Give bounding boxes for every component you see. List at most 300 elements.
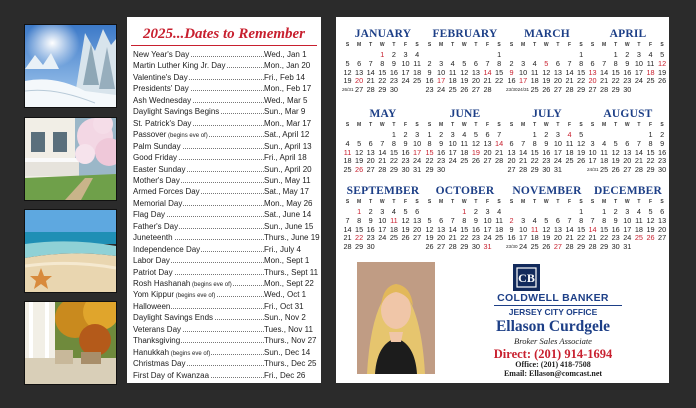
calendar-day: 16 (366, 224, 375, 234)
weekday-header: T (451, 199, 455, 205)
calendar-day: 23 (437, 156, 446, 166)
weekday-header: S (579, 122, 583, 128)
calendar-day: 5 (473, 130, 478, 139)
calendar-day: 20 (507, 156, 516, 166)
day-grid (587, 120, 669, 182)
calendar-day: 11 (343, 147, 352, 157)
weekday-header: M (357, 42, 362, 48)
day-grid (587, 197, 669, 259)
calendar-day: 13 (623, 147, 632, 157)
calendar-day: 24 (623, 233, 632, 243)
calendar-day: 25 (530, 85, 539, 95)
calendar-day: 29 (611, 85, 620, 95)
holiday-label: New Year's Day (133, 50, 190, 59)
calendar-day: 14 (634, 147, 643, 157)
holiday-label: Labor Day (133, 256, 170, 266)
calendar-day: 28 (378, 165, 387, 175)
calendar-day: 6 (415, 207, 420, 216)
calendar-day: 14 (565, 224, 574, 234)
weekday-header: S (660, 42, 664, 48)
calendar-day: 2 (439, 130, 444, 139)
calendar-day: 22 (378, 76, 387, 86)
date-row (133, 370, 315, 381)
calendar-day: 6 (485, 130, 490, 139)
calendar-day: 1 (579, 50, 584, 59)
weekday-header: T (614, 199, 618, 205)
calendar-day: 16 (471, 224, 480, 234)
calendar-day: 19 (355, 156, 364, 166)
weekday-header: S (660, 122, 664, 128)
weekday-header: W (543, 122, 549, 128)
calendar-day: 11 (635, 215, 643, 225)
date-row (133, 267, 319, 278)
email-address[interactable]: Email: Ellason@comcast.net (503, 369, 603, 378)
calendar-day: 15 (389, 147, 398, 157)
calendar-day: 1 (579, 207, 584, 216)
calendar-day: 8 (357, 215, 362, 225)
holiday-label: Juneteenth (133, 233, 173, 243)
calendar-day: 26 (460, 85, 469, 95)
holiday-date: Mon., Sept 22 (264, 279, 314, 288)
calendar-day: 2 (613, 207, 618, 216)
calendar-day: 3 (636, 50, 641, 59)
direct-phone[interactable]: Direct: (201) 914-1694 (493, 347, 613, 361)
weekday-header: F (485, 122, 490, 128)
weekday-header: W (624, 122, 630, 128)
calendar-day: 22 (425, 156, 434, 166)
calendar-day: 12 (542, 67, 551, 77)
holiday-label: Martin Luther King Jr. Day (133, 61, 226, 71)
calendar-day: 22 (577, 76, 586, 86)
calendar-day: 15 (600, 224, 609, 234)
calendar-day: 27 (658, 233, 667, 243)
month-name: AUGUST (603, 108, 653, 120)
calendar-day: 11 (565, 138, 574, 148)
holiday-note: (begins eve of) (190, 282, 232, 288)
holiday-label: Halloween (133, 301, 171, 311)
weekday-header: S (427, 122, 432, 128)
calendar-day: 21 (483, 76, 492, 86)
calendar-day: 17 (448, 147, 457, 157)
calendar-day: 15 (495, 67, 504, 77)
calendar-day: 18 (495, 224, 504, 234)
calendar-day: 8 (462, 215, 467, 225)
weekday-header: W (624, 199, 630, 205)
brand-name: COLDWELL BANKER (497, 292, 609, 304)
date-row (133, 278, 315, 289)
weekday-header: W (461, 42, 467, 48)
calendar-day: 27 (588, 85, 597, 95)
holiday-date: Sun., Mar 9 (264, 107, 306, 117)
holiday-date: Thurs., Dec 25 (264, 359, 317, 369)
day-grid (506, 120, 588, 182)
calendar-day: 10 (519, 224, 528, 234)
calendar-day: 9 (509, 224, 514, 234)
holiday-name (133, 209, 166, 220)
holiday-name (133, 301, 171, 312)
calendar-day: 24 (401, 76, 410, 86)
calendar-day: 29 (425, 165, 434, 175)
weekday-header: F (485, 42, 490, 48)
calendar-day: 13 (507, 147, 516, 157)
calendar-day: 24/31 (587, 167, 599, 173)
calendar-day: 18 (530, 76, 539, 86)
day-grid (424, 197, 506, 259)
calendar-day: 15 (460, 224, 469, 234)
holiday-date: Sun., Dec 14 (264, 347, 311, 357)
month-name: MARCH (524, 28, 570, 40)
weekday-header: T (451, 122, 455, 128)
calendar-day: 7 (567, 215, 572, 225)
calendar-day: 5 (544, 215, 549, 225)
calendar-day: 24 (553, 156, 562, 166)
holiday-name (133, 324, 182, 335)
calendar-day: 20 (366, 156, 375, 166)
calendar-day: 19 (542, 76, 551, 86)
weekday-header: T (533, 199, 537, 205)
calendar-day: 21 (565, 233, 574, 243)
holiday-name (133, 95, 192, 106)
calendar-day: 30 (611, 242, 620, 252)
calendar-day: 14 (600, 67, 609, 77)
calendar-day: 9 (613, 215, 618, 225)
calendar-day: 14 (519, 147, 528, 157)
calendar-day: 9 (625, 58, 630, 68)
holiday-label: Father's Day (133, 221, 179, 231)
calendar-day: 27 (366, 165, 375, 175)
date-row (133, 83, 315, 94)
holiday-date: Wed., Jan 1 (264, 50, 307, 59)
weekday-header: M (439, 42, 444, 48)
weekday-header: S (415, 42, 419, 48)
weekday-header: F (403, 122, 408, 128)
weekday-header: M (521, 42, 526, 48)
calendar-day: 28 (366, 85, 375, 95)
weekday-header: W (543, 199, 549, 205)
weekday-header: T (637, 42, 641, 48)
calendar-day: 17 (483, 224, 492, 234)
weekday-header: W (379, 199, 385, 205)
holiday-date: Mon., Jan 20 (264, 61, 311, 71)
calendar-day: 16 (507, 233, 516, 243)
date-row (133, 221, 315, 232)
calendar-day: 6 (590, 58, 595, 68)
month-december (587, 185, 669, 259)
calendar-day: 11 (390, 215, 398, 225)
calendar-day: 23 (389, 76, 398, 86)
calendar-day: 18 (343, 156, 352, 166)
agent-title: Broker Sales Associate (514, 336, 592, 346)
weekday-header: S (415, 199, 419, 205)
day-grid (587, 40, 669, 102)
holiday-date: Fri., Dec 26 (264, 370, 306, 380)
calendar-day: 15 (378, 67, 387, 77)
calendar-day: 8 (391, 138, 396, 148)
weekday-header: S (509, 199, 514, 205)
calendar-day: 3 (380, 207, 385, 216)
holiday-date: Mon., May 26 (264, 198, 313, 208)
calendar-day: 19 (343, 76, 352, 86)
calendar-day: 27 (507, 165, 516, 175)
holiday-label: St. Patrick's Day (133, 118, 192, 128)
calendar-day: 4 (391, 207, 396, 216)
weekday-header: T (637, 122, 641, 128)
date-row (133, 244, 315, 255)
calendar-day: 17 (437, 76, 446, 86)
weekday-header: T (474, 122, 478, 128)
calendar-day: 29 (577, 85, 586, 95)
holiday-name (133, 152, 178, 163)
day-grid (342, 197, 424, 259)
calendar-day: 26 (471, 156, 480, 166)
month-name: JANUARY (354, 28, 412, 40)
calendar-day: 10 (437, 67, 446, 77)
weekday-header: F (403, 42, 408, 48)
holiday-note: (begins eve of) (174, 293, 216, 300)
calendar-day: 13 (366, 147, 375, 157)
calendar-day: 25 (565, 156, 574, 166)
weekday-header: W (624, 42, 630, 48)
calendar-day: 29 (389, 165, 398, 175)
dates-title-rule (131, 45, 317, 46)
calendar-day: 11 (646, 58, 655, 68)
calendar-day: 25 (413, 76, 422, 86)
holiday-date: Mon., Feb 17 (264, 84, 312, 94)
calendar-day: 9 (509, 67, 514, 77)
weekday-header: S (345, 42, 350, 48)
calendar-day: 5 (544, 58, 549, 68)
calendar-day: 17 (519, 76, 528, 86)
calendar-day: 30 (389, 85, 398, 95)
calendar-day: 25 (460, 156, 469, 166)
weekday-header: T (556, 122, 560, 128)
calendar-day: 29 (355, 242, 364, 252)
calendar-day: 15 (577, 224, 586, 234)
calendar-day: 13 (471, 67, 480, 77)
month-january (342, 28, 424, 102)
holiday-label: Palm Sunday (133, 141, 181, 151)
calendar-day: 3 (439, 58, 444, 68)
calendar-day: 11 (600, 147, 608, 157)
holiday-date: Sun., Nov 2 (264, 313, 306, 323)
calendar-day: 3 (555, 130, 560, 139)
holiday-label: Patriot Day (133, 267, 173, 277)
calendar-day: 8 (648, 138, 653, 148)
weekday-header: T (369, 42, 373, 48)
calendar-day: 23/30 (506, 244, 518, 250)
calendar-day: 8 (427, 138, 432, 148)
holiday-name (133, 164, 186, 175)
weekday-header: T (614, 122, 618, 128)
month-name: JUNE (449, 108, 481, 120)
holiday-name (133, 255, 171, 266)
calendar-day: 1 (613, 50, 618, 59)
holiday-note: (begins eve of) (166, 133, 208, 140)
calendar-day: 23 (623, 76, 632, 86)
weekday-header: T (533, 42, 537, 48)
date-row (133, 301, 315, 312)
calendar-day: 7 (602, 58, 607, 68)
weekday-header: S (590, 199, 595, 205)
date-row (133, 347, 315, 358)
weekday-header: T (392, 42, 396, 48)
month-name: JULY (532, 108, 562, 120)
calendar-day: 4 (497, 207, 502, 216)
logo-text: CB (518, 271, 535, 285)
calendar-day: 31 (623, 242, 632, 252)
calendar-day: 24 (448, 156, 457, 166)
holiday-date: Fri., April 18 (264, 153, 307, 163)
autumn-garden-photo (24, 301, 117, 385)
holiday-label: Valentine's Day (133, 72, 188, 82)
weekday-header: F (648, 42, 653, 48)
calendar-day: 4 (415, 50, 420, 59)
calendar-day: 7 (521, 138, 526, 148)
calendar-day: 13 (437, 224, 446, 234)
calendar-day: 23 (471, 233, 480, 243)
calendar-day: 20 (355, 76, 364, 86)
weekday-header: S (590, 42, 595, 48)
calendar-day: 21 (634, 156, 643, 166)
calendar-day: 10 (634, 58, 643, 68)
calendar-day: 26 (401, 233, 410, 243)
porch-blossoms-photo (24, 117, 117, 201)
calendar-day: 9 (439, 138, 444, 148)
calendar-day: 31 (483, 242, 492, 252)
calendar-day: 18 (413, 67, 422, 77)
calendar-day: 20 (588, 76, 597, 86)
weekday-header: M (521, 122, 526, 128)
calendar-day: 4 (648, 50, 653, 59)
weekday-header: W (379, 122, 385, 128)
calendar-day: 4 (345, 138, 350, 148)
day-grid (424, 40, 506, 102)
calendar-day: 16 (437, 147, 446, 157)
day-grid (342, 120, 424, 182)
calendar-day: 16 (623, 67, 632, 77)
calendar-day: 2 (509, 58, 514, 68)
holiday-date: Sun., April 13 (264, 141, 312, 151)
calendar-day: 24 (483, 233, 492, 243)
calendar-day: 3 (485, 207, 490, 216)
holiday-name (133, 244, 201, 255)
calendar-day: 26 (577, 156, 586, 166)
month-name: NOVEMBER (512, 185, 582, 197)
weekday-header: T (369, 122, 373, 128)
weekday-header: S (497, 199, 501, 205)
coldwell-banker-logo (513, 264, 540, 291)
calendar-day: 18 (600, 156, 609, 166)
holiday-name (133, 186, 201, 197)
holiday-date: Wed., Mar 5 (264, 95, 308, 105)
calendar-day: 21 (448, 233, 457, 243)
calendar-day: 5 (660, 50, 665, 59)
calendar-day: 13 (413, 215, 422, 225)
dates-title: 2025...Dates to Remember (142, 26, 306, 42)
calendar-day: 9 (544, 138, 549, 148)
calendar-day: 21 (588, 233, 597, 243)
calendar-day: 22 (611, 76, 620, 86)
calendar-day: 20 (471, 76, 480, 86)
holiday-date: Fri., Feb 14 (264, 72, 305, 82)
calendar-day: 4 (567, 130, 572, 139)
calendar-day: 29 (646, 165, 655, 175)
calendar-day: 25 (600, 165, 609, 175)
holiday-name (133, 267, 174, 278)
calendar-day: 2 (403, 130, 408, 139)
month-november (506, 185, 588, 259)
calendar-day: 10 (588, 147, 597, 157)
month-october (424, 185, 506, 259)
holiday-name (133, 232, 174, 243)
calendar-day: 7 (345, 215, 350, 225)
calendar-day: 30 (366, 242, 375, 252)
month-name: SEPTEMBER (346, 185, 420, 197)
calendar-day: 18 (646, 67, 655, 77)
calendar-day: 10 (413, 138, 422, 148)
calendar-day: 19 (401, 224, 410, 234)
calendar-day: 30 (471, 242, 480, 252)
holiday-date: Thurs., June 19 (264, 233, 320, 243)
calendar-day: 27 (623, 165, 632, 175)
calendar-day: 29 (378, 85, 387, 95)
calendar-day: 7 (567, 58, 572, 68)
month-september (342, 185, 424, 259)
calendar-day: 25 (495, 233, 504, 243)
calendar-day: 17 (634, 67, 643, 77)
calendar-day: 28 (588, 242, 597, 252)
calendar-day: 19 (646, 224, 655, 234)
weekday-header: W (543, 42, 549, 48)
agent-portrait (357, 262, 435, 374)
office-phone[interactable]: Office: (201) 418-7508 (515, 360, 591, 369)
calendar-day: 12 (355, 147, 364, 157)
calendar-day: 26 (425, 242, 434, 252)
holiday-date: Wed., Oct 1 (264, 290, 307, 300)
calendar-day: 11 (460, 138, 469, 148)
holiday-label: Passover (133, 130, 167, 140)
weekday-header: S (427, 42, 432, 48)
calendar-day: 10 (378, 215, 387, 225)
calendar-day: 9 (403, 138, 408, 148)
calendar-day: 17 (378, 224, 387, 234)
calendar-day: 15 (611, 67, 620, 77)
date-row (133, 255, 315, 266)
weekday-header: T (556, 199, 560, 205)
calendar-day: 29 (460, 242, 469, 252)
calendar-day: 22 (530, 156, 539, 166)
weekday-header: T (392, 199, 396, 205)
calendar-day: 25 (343, 165, 352, 175)
holiday-label: Mother's Day (133, 175, 180, 185)
calendar-day: 6 (625, 138, 630, 148)
holiday-name (133, 358, 186, 369)
weekday-header: T (369, 199, 373, 205)
calendar-day: 19 (471, 147, 480, 157)
calendar-day: 20 (553, 76, 562, 86)
date-row (133, 118, 315, 129)
calendar-day: 21 (343, 233, 352, 243)
calendar-day: 11 (495, 215, 503, 225)
calendar-day: 1 (532, 130, 537, 139)
holiday-date: Sat., June 14 (264, 210, 312, 220)
month-name: MAY (369, 108, 397, 120)
holiday-name (133, 106, 220, 117)
holiday-date: Mon., Sept 1 (264, 256, 310, 266)
calendar-day: 9 (660, 138, 665, 148)
calendar-day: 4 (532, 58, 537, 68)
calendar-day: 7 (590, 215, 595, 225)
